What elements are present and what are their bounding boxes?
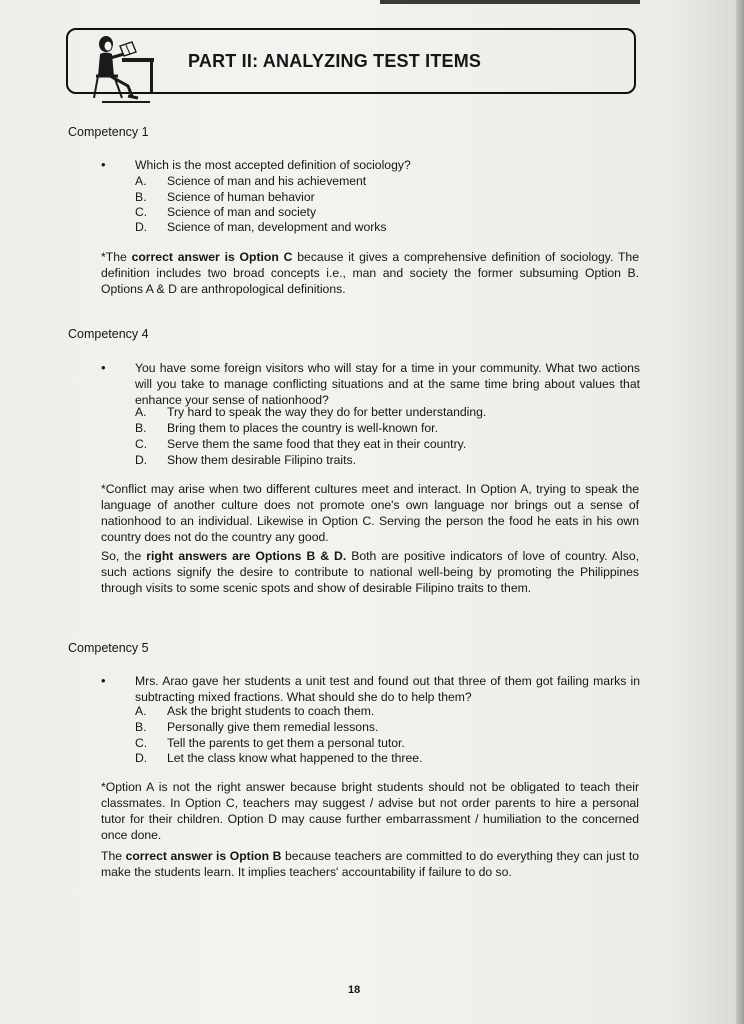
explanation-text: The (101, 849, 126, 863)
bullet: • (101, 157, 106, 172)
competency-heading: Competency 4 (68, 327, 149, 341)
bullet: • (101, 673, 106, 688)
option-letter: C. (135, 736, 148, 750)
option-letter: A. (135, 704, 147, 718)
option-text: Serve them the same food that they eat in their country. (167, 437, 467, 451)
explanation-paragraph (101, 548, 639, 596)
bullet: • (101, 360, 106, 375)
explanation-text: because teachers are committed to do everything they can just to make the students learn. It implies teachers' accountability if failure to do so. (101, 849, 640, 879)
student-reading-icon (92, 34, 156, 106)
page-title: PART II: ANALYZING TEST ITEMS (188, 51, 482, 71)
question-text: Which is the most accepted definition of sociology? (135, 158, 411, 172)
question-text: Mrs. Arao gave her students a unit test and found out that three of them got failing marks in subtracting mixed fractions. What should she do to help them? (135, 674, 640, 704)
option-text: Science of man, development and works (167, 220, 387, 234)
option-letter: D. (135, 453, 148, 467)
explanation-text: So, the (101, 549, 147, 563)
explanation-text: Both are positive indicators of love of country. Also, such actions signify the desire to contribute to national well-being by promoting the Philippines through visits to some scenic spots and show of desirable Filipino traits to them. (101, 549, 639, 595)
option-text: Show them desirable Filipino traits. (167, 453, 356, 467)
top-printed-strip (380, 0, 640, 4)
option-letter: D. (135, 220, 148, 234)
option-text: Personally give them remedial lessons. (167, 720, 379, 734)
option-text: Science of human behavior (167, 190, 315, 204)
option-text: Try hard to speak the way they do for better understanding. (167, 405, 487, 419)
option-text: Bring them to places the country is well-known for. (167, 421, 438, 435)
explanation-paragraph (101, 848, 639, 880)
option-text: Science of man and his achievement (167, 174, 367, 188)
option-text: Science of man and society (167, 205, 317, 219)
question-text: You have some foreign visitors who will stay for a time in your community. What two actions will you take to manage conflicting situations and at the same time bring about values that enhance your sense of nationhood? (135, 361, 640, 407)
competency-heading: Competency 1 (68, 125, 149, 139)
explanation-paragraph: *Conflict may arise when two different cultures meet and interact. In Option A, trying to speak the language of another culture does not promote one's own language nor brings out a sense of nationhood to an individual. Likewise in Option C. Serving the person the food he eats in his own country does not do the country any good. (101, 482, 639, 544)
correct-answer-highlight: right answers are Options B & D. (146, 549, 347, 563)
option-letter: C. (135, 205, 148, 219)
page-edge-shadow (736, 0, 744, 1024)
option-text: Ask the bright students to coach them. (167, 704, 375, 718)
correct-answer-highlight: correct answer is Option C (131, 250, 293, 264)
option-letter: B. (135, 421, 147, 435)
option-letter: D. (135, 751, 148, 765)
option-letter: C. (135, 437, 148, 451)
explanation-text: *The (101, 250, 132, 264)
option-letter: B. (135, 190, 147, 204)
explanation-text: because it gives a comprehensive definition of sociology. The definition includes two broad concepts i.e., man and society the former subsuming Option B. Options A & D are anthropological definitions. (101, 250, 639, 296)
explanation-paragraph (101, 249, 639, 297)
option-letter: A. (135, 174, 147, 188)
page-number: 18 (348, 984, 361, 996)
competency-heading: Competency 5 (68, 641, 149, 655)
option-text: Let the class know what happened to the three. (167, 751, 423, 765)
explanation-paragraph: *Option A is not the right answer because bright students should not be obligated to teach their classmates. In Option C, teachers may suggest / advise but not order parents to hire a personal tutor for their children. Option D may cause further embarrassment / humiliation to the concerned once done. (101, 780, 639, 842)
option-text: Tell the parents to get them a personal tutor. (167, 736, 405, 750)
option-letter: A. (135, 405, 147, 419)
correct-answer-highlight: correct answer is Option B (125, 849, 282, 863)
option-letter: B. (135, 720, 147, 734)
